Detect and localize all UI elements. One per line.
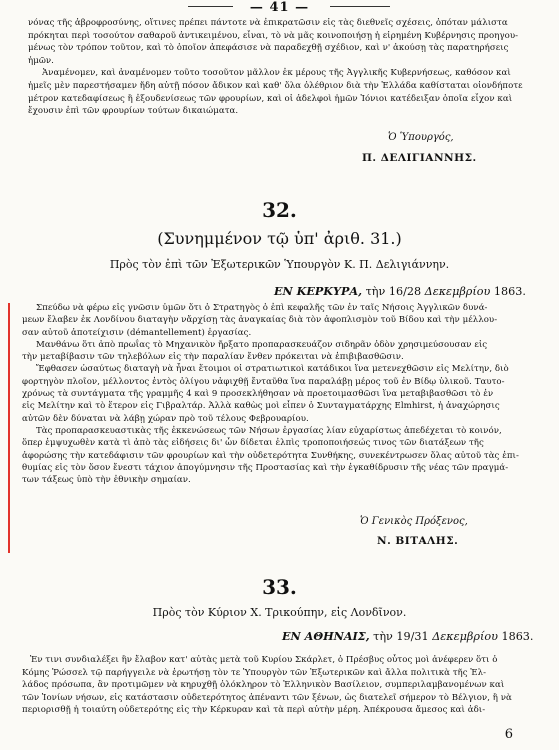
month: Δεκεμβρίου — [424, 285, 491, 298]
text-line: τῶν Ἰονίων νήσων, εἰς κατάστασιν οὐδετερότητος ἀπέναντι τῶν ξένων, ὡς διατελεῖ σήμερον τὸ Βέλγιον, ἢ νὰ — [22, 692, 512, 703]
document-32-number: 32. — [262, 198, 297, 222]
date: τὴν 16/28 — [365, 285, 422, 298]
footer-signature-mark: 6 — [504, 727, 513, 742]
document-33-addressee: Πρὸς τὸν Κύριον Χ. Τρικούπην, εἰς Λονδῖνον. — [152, 606, 407, 619]
document-32-signature-name: Ν. ΒΙΤΑΛΗΣ. — [377, 535, 459, 547]
document-32-annex: (Συνημμένον τῷ ὑπ' ἀριθ. 31.) — [157, 229, 402, 248]
intro-signature-name: Π. ΔΕΛΙΓΙΑΝΝΗΣ. — [362, 152, 477, 164]
page-number: — 41 — — [249, 0, 310, 15]
text-line: μέτρον κατεδαφίσεως ἢ ἐξουδενίσεως τῶν φρουρίων, καὶ οἱ ἀδελφοὶ ἡμῶν Ἰόνιοι κατέδειξαν ὁποῖα εἶχον καὶ — [28, 93, 513, 104]
text-line: νόνας τῆς ἀβροφροσύνης, οἵτινες πρέπει πάντοτε νὰ ἐπικρατῶσιν εἰς τὰς διεθνεῖς σχέσεις, ὁπόταν μάλιστα — [28, 18, 508, 28]
text-line: μεων ἔλαβεν ἐκ Λονδίνου διαταγὴν νἄρχίσῃ τὰς ἀναγκαίας διὰ τὸν ἀφοπλισμὸν τοῦ Βίδου καὶ τὴν μέλλου- — [22, 315, 498, 326]
year: 1863. — [493, 285, 526, 298]
text-line: ἡμῶν. — [28, 55, 54, 66]
text-line: Ἔφθασεν ὡσαύτως διαταγὴ νὰ ἦναι ἕτοιμοι οἱ στρατιωτικοὶ κατάδικοι ἵνα μετενεχθῶσιν εἰς Μελίτην, διὸ — [36, 364, 509, 375]
text-line: Μανθάνω ὅτι ἀπὸ πρωΐας τὸ Μηχανικὸν ἤρξατο προπαρασκευάζον σιδηρᾶν ὁδὸν χρησιμεύσουσαν εἰς — [36, 339, 488, 350]
text-line: πρόκηται περὶ τοσούτον σαθαροῦ ἀντικειμένου, εἶναι, τὸ νὰ μᾶς κοινοποιήσῃ ἡ εἰρημένη Κυβέρνησις προηγου- — [28, 30, 519, 41]
document-32-signature-title: Ὁ Γενικὸς Πρόξενος, — [360, 516, 468, 527]
text-line: Ἐν τινι συνδιαλέξει ἣν ἔλαβον κατ' αὐτὰς μετὰ τοῦ Κυρίου Σκάρλετ, ὁ Πρέσβυς οὗτος μοὶ ἀνέφερεν ὅτι ὁ — [30, 655, 498, 665]
text-line: Κόμης Ῥώσσελ τῷ παρήγγειλε νὰ ἐρωτήσῃ τὸν τε Ὑπουργὸν τῶν Ἐξωτερικῶν καὶ ἄλλα πολιτικὰ τῆς Ἑλ- — [22, 667, 487, 678]
text-line: ὅπερ ἐμψυχωθὲν κατὰ τὶ ἀπὸ τὰς εἰδήσεις δι' ὧν δίδεται ἐλπὶς τροποποιήσεώς τινος τῶν διατάξεων τῆς — [22, 438, 484, 449]
text-line: θυμίας εἰς τὸν ὅσον ἔνεστι τάχιον ἀπογύμνησιν τῆς Προστασίας καὶ τὴν ἐγκαθίδρυσιν τῆς νέας τῶν πραγμά- — [22, 462, 509, 473]
intro-text — [28, 17, 538, 118]
text-line: μένως τὸν τρόπον τοῦτον, καὶ τὸ ὁποῖον ἀπεφάσισε νὰ παραδεχθῇ σχέδιον, καὶ ν' ἀκούσῃ τὰς παρατηρήσεις — [28, 43, 509, 54]
year: 1863. — [501, 630, 534, 643]
date: τὴν 19/31 — [373, 630, 429, 643]
text-line: φορτηγὸν πλοῖον, μέλλοντος ἐντὸς ὀλίγου νἀφιχθῇ ἔνταῦθα ἵνα παραλάβῃ μέρος τοῦ ἐν Βίδῳ ὑλικοῦ. Ταυτο- — [22, 376, 505, 387]
document-33-body — [22, 654, 540, 717]
text-line: Τὰς προπαρασκευαστικὰς τῆς ἐκκενώσεως τῶν Νήσων ἐργασίας λίαν εὐχαρίστως ἀπεδέχεται τὸ κοινόν, — [36, 425, 502, 436]
document-32-place-date — [274, 284, 526, 298]
text-line: Σπεύδω νὰ φέρω εἰς γνῶσιν ὑμῶν ὅτι ὁ Στρατηγὸς ὁ ἐπὶ κεφαλῆς τῶν ἐν ταῖς Νήσοις Ἀγγλικῶν δυνά- — [36, 303, 488, 313]
place: ΕΝ ΑΘΗΝΑΙΣ, — [282, 629, 370, 643]
document-32-addressee: Πρὸς τὸν ἐπὶ τῶν Ἐξωτερικῶν Ὑπουργὸν Κ. Π. Δελιγιάννην. — [109, 258, 450, 271]
margin-marker — [8, 303, 10, 553]
text-line: Ἀναμένομεν, καὶ ἀναμένομεν τοῦτο τοσοῦτον μᾶλλον ἐκ μέρους τῆς Ἀγγλικῆς Κυβερνήσεως, καθόσον καὶ — [42, 68, 511, 79]
document-33-number: 33. — [262, 575, 297, 599]
text-line: των τάξεως ὑπὸ τὴν ἐθνικὴν σημαίαν. — [22, 475, 191, 486]
text-line: τὴν μεταβίβασιν τῶν τηλεβόλων εἰς τὴν παραλίαν ἔνθεν πρόκειται νὰ ἐπιβιβασθῶσιν. — [22, 352, 404, 363]
month: Δεκεμβρίου — [432, 630, 498, 643]
text-line: σαν αὐτοῦ ἀποτείχισιν (démantellement) ἐργασίας. — [22, 327, 252, 338]
header-rule-right — [330, 6, 390, 7]
document-33-place-date — [282, 629, 533, 643]
intro-signature-title: Ὁ Ὑπουργός, — [388, 132, 454, 143]
place: ΕΝ ΚΕΡΚΥΡΑ, — [274, 284, 363, 298]
text-line: χρόνως τὰ συντάγματα τῆς γραμμῆς 4 καὶ 9 προσεκλήθησαν νὰ προετοιμασθῶσι ἵνα μεταβιβασθῶσι τὸ ἐν — [22, 389, 494, 400]
document-32-body — [22, 302, 540, 486]
text-line: ἡμεῖς μὲν παρεστήσαμεν ἤδη αὐτῇ πόσον ἄδικον καὶ καθ' ὅλα ὀλέθριον διὰ τὴν Ἑλλάδα καθίσταται οἱονδήποτε — [28, 80, 523, 91]
text-line: ἔχουσιν ἐπὶ τῶν φρουρίων τούτων δικαιώματα. — [28, 106, 239, 117]
text-line: εἰς Μελίτην καὶ τὸ ἕτερον εἰς Γιβραλτάρ. Ἀλλὰ καθὼς μοὶ εἶπεν ὁ Συνταγματάρχης Elmhirst, ἡ ἀναχώρησις — [22, 401, 500, 412]
text-line: ἀφορώσης τὴν κατεδάφισιν τῶν φρουρίων καὶ τὴν οὐδετερότητα Συνθήκης, συνεκέντρωσεν ὅλας αὐτοῦ τὰς ἐπι- — [22, 450, 519, 461]
text-line: λάδος πρόσωπα, ἂν προτιμῶμεν νὰ κηρυχθῇ ὁλόκληρον τὸ Ἑλληνικὸν Βασίλειον, συμπεριλαμβανομένων καὶ — [22, 680, 505, 691]
text-line: αὐτῶν δὲν δύναται νὰ λάβῃ χώραν πρὸ τοῦ τέλους Φεβρουαρίου. — [22, 413, 309, 424]
text-line: περιορισθῇ ἡ τοιαύτη οὐδετερότης εἰς τὴν Κέρκυραν καὶ τὰ περὶ αὐτὴν μέρη. Ἀπέκρουσα ἄμεσος καὶ ἀδι- — [22, 705, 486, 716]
